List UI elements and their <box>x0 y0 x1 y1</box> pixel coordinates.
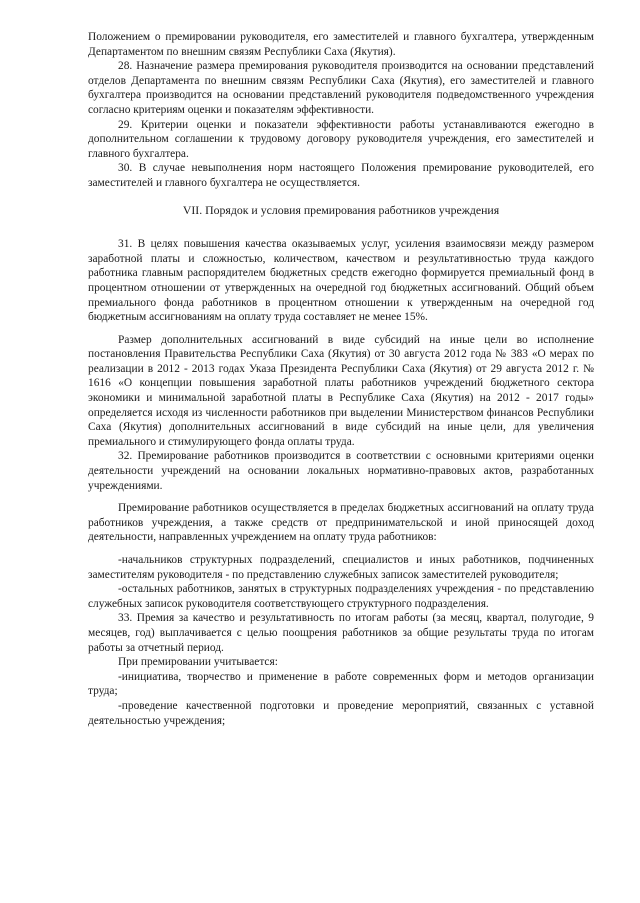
paragraph-criteria-intro: При премировании учитывается: <box>118 656 278 669</box>
list-item-initiative: -инициатива, творчество и применение в работе современных форм и методов организации труда; <box>88 670 594 698</box>
section-heading: VII. Порядок и условия премирования работников учреждения <box>182 202 500 217</box>
paragraph-29: 29. Критерии оценки и показатели эффективности работы устанавливаются ежегодно в дополнительном соглашении к трудовому договору руководителя учреждения, его заместителей и главного бухгалтера. <box>88 118 594 160</box>
paragraph-31: 31. В целях повышения качества оказываемых услуг, усиления взаимосвязи между размером заработной платы и сложностью, количеством, качеством и результативностью труда каждого работника главным распорядителем бюджетных средств ежегодно формируется премиальный фонд в процентном отношении от утвержденных на очередной год бюджетных ассигнований. Общий объем премиального фонда работников в процентном отношении к утвержденным на очередной год бюджетным ассигнованиям на оплату труда составляет не менее 15%. <box>88 238 594 324</box>
paragraph-32: 32. Премирование работников производится в соответствии с основными критериями оценки деятельности учреждений на основании локальных нормативно-правовых актов, разработанных учреждениями. <box>88 450 594 492</box>
list-item-other-staff: -остальных работников, занятых в структурных подразделениях учреждения - по представлению служебных записок руководителя соответствующего структурного подразделения. <box>88 583 594 610</box>
paragraph-additional-allocations: Размер дополнительных ассигнований в виде субсидий на иные цели во исполнение постановления Правительства Республики Саха (Якутия) от 30 августа 2012 года № 383 «О мерах по реализации в 2012 - 2013 годах Указа Президента Республики Саха (Якутия) от 29 августа 2012 г. № 1616 «О концепции повышения заработной платы работников учреждений бюджетного сектора экономики и минимальной заработной платы в Республике Саха (Якутия) на 2012 - 2017 годы» определяется исходя из численности работников при выделении Министерством финансов Республики Саха (Якутия) дополнительных ассигнований в виде субсидий на иные цели, для увеличения премиального и стимулирующего фонда оплаты труда. <box>88 333 594 448</box>
paragraph-28: 28. Назначение размера премирования руководителя производится на основании представлений отделов Департамента по внешним связям Республики Саха (Якутия), его заместителей и главного бухгалтера производится на основании представлений руководителя подведомственного учреждения согласно критериям оценки и показателям эффективности. <box>88 60 594 116</box>
paragraph-bonus-funding: Премирование работников осуществляется в пределах бюджетных ассигнований на оплату труда работников учреждения, а также средств от предпринимательской и иной приносящей доход деятельности, направленных учреждением на оплату труда работников: <box>88 502 594 544</box>
paragraph-33: 33. Премия за качество и результативность по итогам работы (за месяц, квартал, полугодие, 9 месяцев, год) выплачивается с целью поощрения работников за общие результаты труда по итогам работы за отчетный период. <box>88 612 594 654</box>
list-item-events: -проведение качественной подготовки и проведение мероприятий, связанных с уставной деятельностью учреждения; <box>88 699 594 727</box>
paragraph-continuation: Положением о премировании руководителя, его заместителей и главного бухгалтера, утвержденным Департаментом по внешним связям Республики Саха (Якутия). <box>88 31 594 58</box>
paragraph-30: 30. В случае невыполнения норм настоящего Положения премирование руководителей, его заместителей и главного бухгалтера не осуществляется. <box>88 162 594 189</box>
list-item-heads: -начальников структурных подразделений, специалистов и иных работников, подчиненных заместителям руководителя - по представлению служебных записок заместителей руководителя; <box>88 554 594 581</box>
